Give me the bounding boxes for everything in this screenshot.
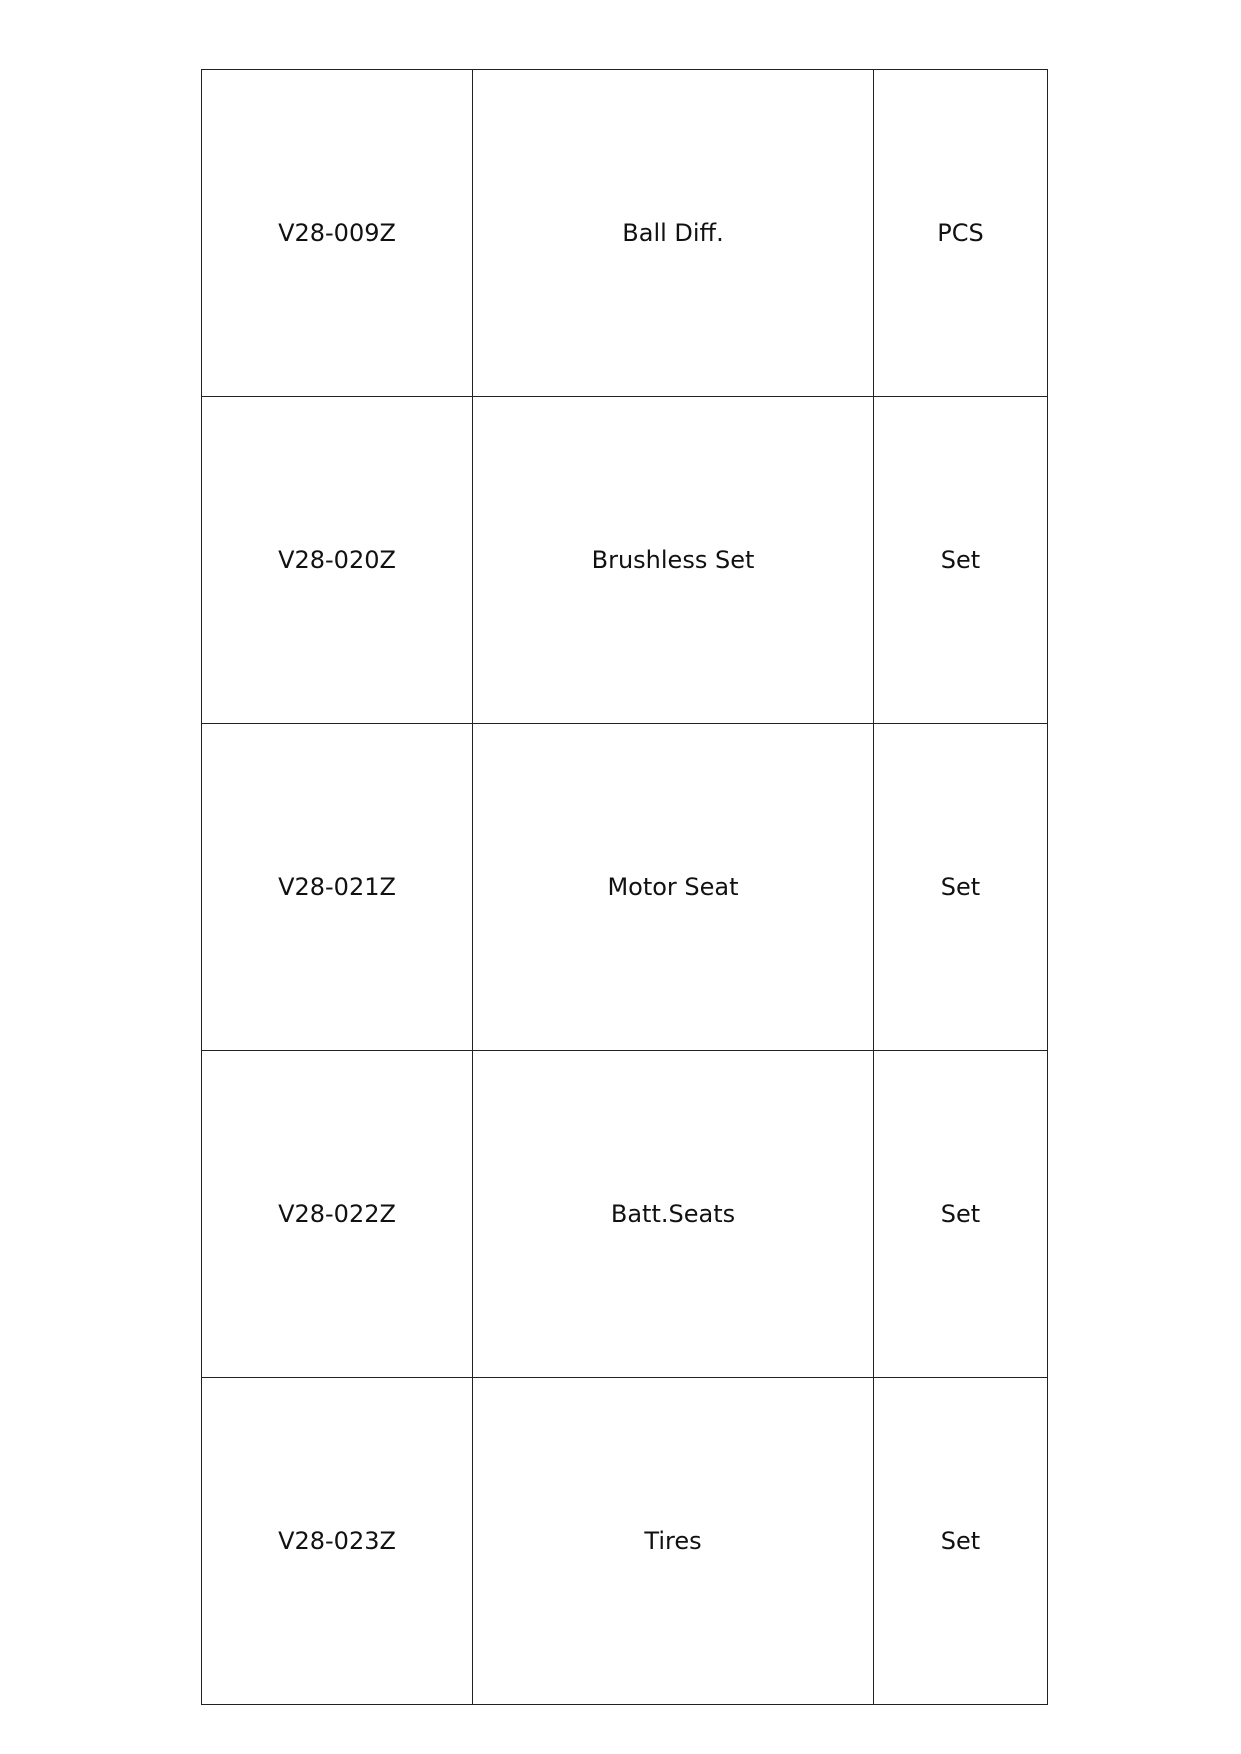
part-unit-cell: Set (874, 724, 1048, 1051)
parts-table (201, 69, 1048, 1705)
table-row (202, 397, 1048, 724)
part-description-cell: Tires (473, 1378, 874, 1705)
part-code-cell: V28-021Z (202, 724, 473, 1051)
part-description-cell: Brushless Set (473, 397, 874, 724)
part-description-cell: Batt.Seats (473, 1051, 874, 1378)
part-code-cell: V28-022Z (202, 1051, 473, 1378)
table-row (202, 1051, 1048, 1378)
table-row (202, 70, 1048, 397)
part-description-cell: Motor Seat (473, 724, 874, 1051)
part-unit-cell: Set (874, 1051, 1048, 1378)
table-row (202, 1378, 1048, 1705)
part-description-cell: Ball Diff. (473, 70, 874, 397)
part-unit-cell: Set (874, 1378, 1048, 1705)
table-row (202, 724, 1048, 1051)
part-code-cell: V28-020Z (202, 397, 473, 724)
part-code-cell: V28-009Z (202, 70, 473, 397)
part-code-cell: V28-023Z (202, 1378, 473, 1705)
part-unit-cell: PCS (874, 70, 1048, 397)
part-unit-cell: Set (874, 397, 1048, 724)
